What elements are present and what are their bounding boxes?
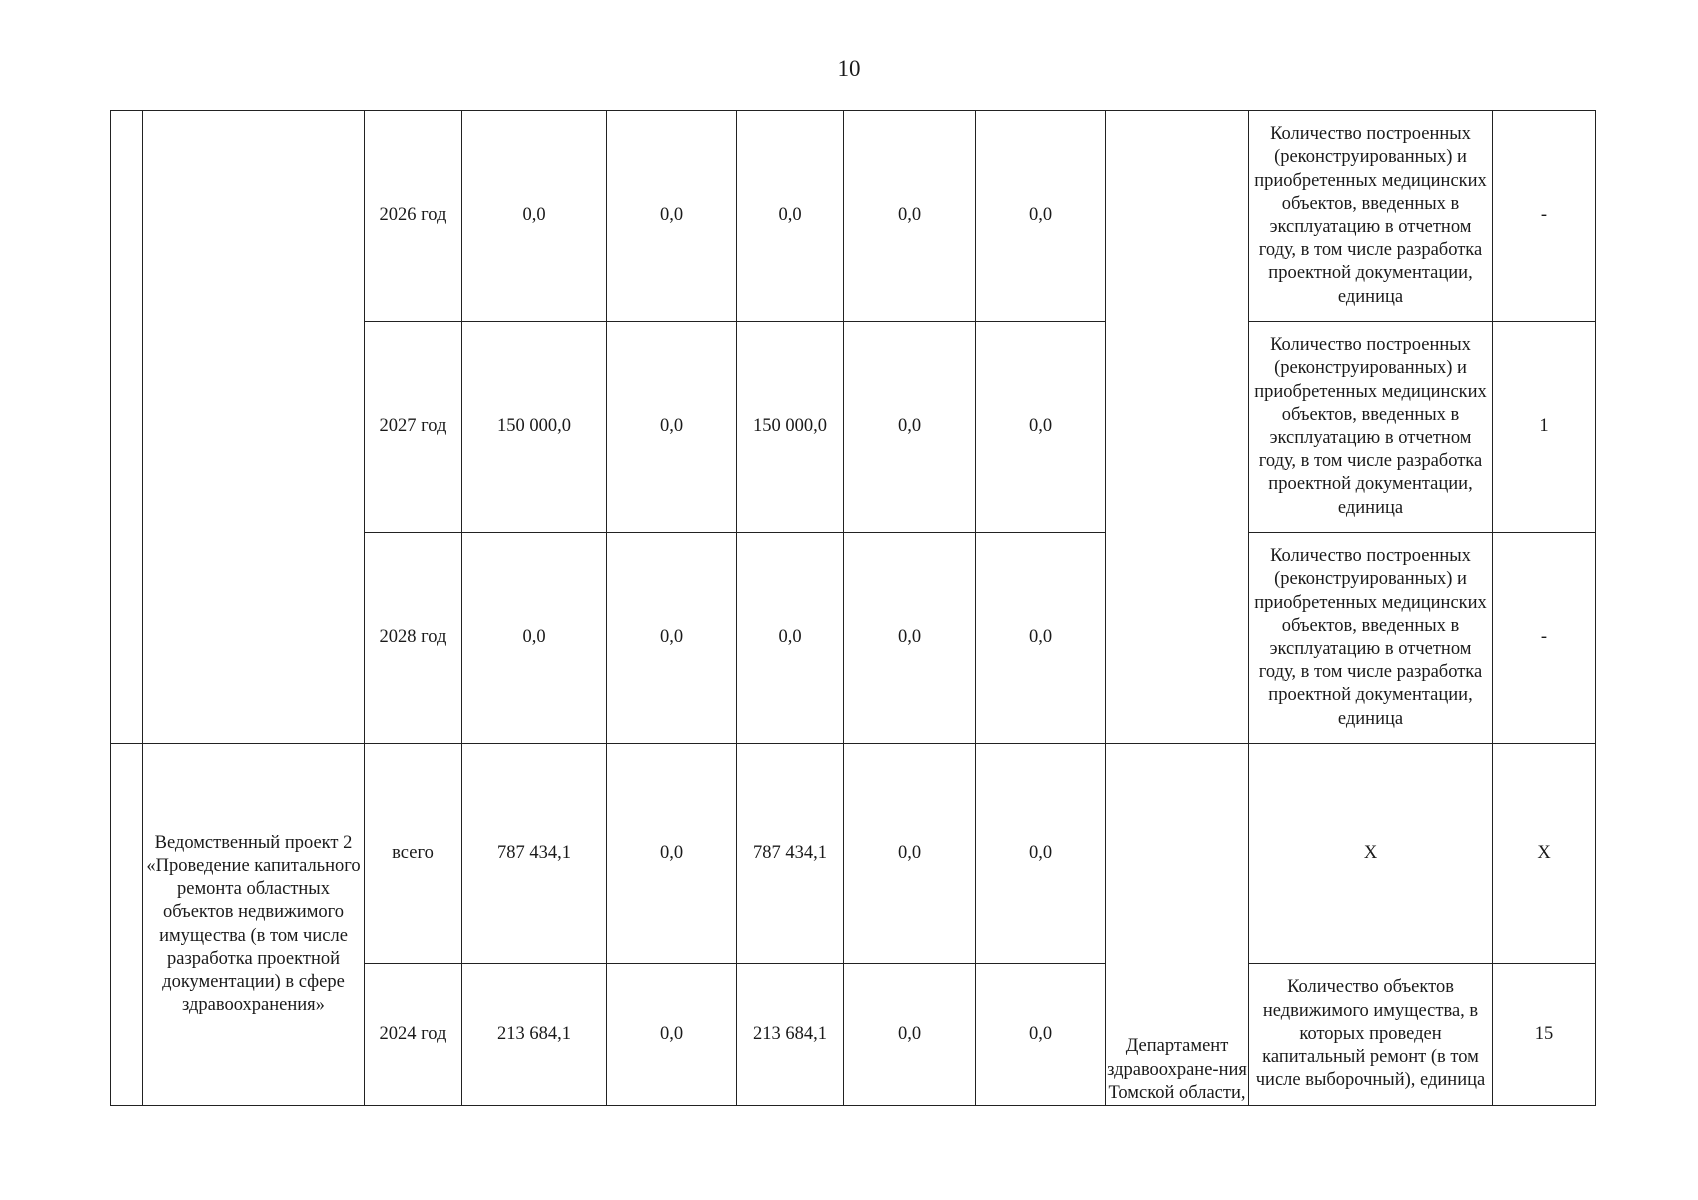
value-cell: 0,0 (607, 533, 737, 744)
period-cell: 2026 год (365, 111, 462, 322)
page-number: 10 (837, 56, 861, 81)
value-cell: 0,0 (976, 964, 1106, 1106)
value-cell: 0,0 (737, 533, 844, 744)
value-cell: 213 684,1 (737, 964, 844, 1106)
responsible-cell: Департамент здравоохране-ния Томской области, (1106, 964, 1249, 1106)
number-cell (111, 111, 143, 744)
indicator-cell: Количество построенных (реконструированных) и приобретенных медицинских объектов, введенных в эксплуатацию в отчетном году, в том числе разработка проектной документации, единица (1249, 111, 1493, 322)
responsible-cell (1106, 111, 1249, 744)
value-cell: 0,0 (607, 964, 737, 1106)
indicator-cell: X (1249, 744, 1493, 964)
value-cell: 0,0 (462, 533, 607, 744)
value-cell: 0,0 (607, 744, 737, 964)
indicator-value-cell: X (1493, 744, 1596, 964)
project-name-cell: Ведомственный проект 2 «Проведение капитального ремонта областных объектов недвижимого имущества (в том числе разработка проектной документации) в сфере здравоохранения» (143, 744, 365, 1106)
value-cell: 0,0 (976, 744, 1106, 964)
table-row (111, 111, 1596, 322)
value-cell: 0,0 (844, 322, 976, 533)
indicator-value-cell: 1 (1493, 322, 1596, 533)
period-cell: 2027 год (365, 322, 462, 533)
number-cell (111, 744, 143, 1106)
indicator-cell: Количество построенных (реконструированных) и приобретенных медицинских объектов, введенных в эксплуатацию в отчетном году, в том числе разработка проектной документации, единица (1249, 322, 1493, 533)
project-name-cell (143, 111, 365, 744)
period-cell: всего (365, 744, 462, 964)
table-row (111, 744, 1596, 964)
value-cell: 787 434,1 (737, 744, 844, 964)
responsible-cell (1106, 744, 1249, 964)
value-cell: 0,0 (462, 111, 607, 322)
indicator-cell: Количество объектов недвижимого имущества, в которых проведен капитальный ремонт (в том числе выборочный), единица (1249, 964, 1493, 1106)
value-cell: 150 000,0 (737, 322, 844, 533)
value-cell: 0,0 (976, 533, 1106, 744)
value-cell: 0,0 (607, 322, 737, 533)
indicator-value-cell: - (1493, 533, 1596, 744)
program-table (110, 110, 1596, 1106)
indicator-cell: Количество построенных (реконструированных) и приобретенных медицинских объектов, введенных в эксплуатацию в отчетном году, в том числе разработка проектной документации, единица (1249, 533, 1493, 744)
value-cell: 0,0 (844, 744, 976, 964)
value-cell: 213 684,1 (462, 964, 607, 1106)
value-cell: 0,0 (844, 964, 976, 1106)
value-cell: 787 434,1 (462, 744, 607, 964)
value-cell: 0,0 (844, 111, 976, 322)
value-cell: 0,0 (737, 111, 844, 322)
period-cell: 2024 год (365, 964, 462, 1106)
period-cell: 2028 год (365, 533, 462, 744)
value-cell: 0,0 (607, 111, 737, 322)
indicator-value-cell: 15 (1493, 964, 1596, 1106)
value-cell: 0,0 (976, 111, 1106, 322)
value-cell: 0,0 (976, 322, 1106, 533)
value-cell: 0,0 (844, 533, 976, 744)
indicator-value-cell: - (1493, 111, 1596, 322)
value-cell: 150 000,0 (462, 322, 607, 533)
